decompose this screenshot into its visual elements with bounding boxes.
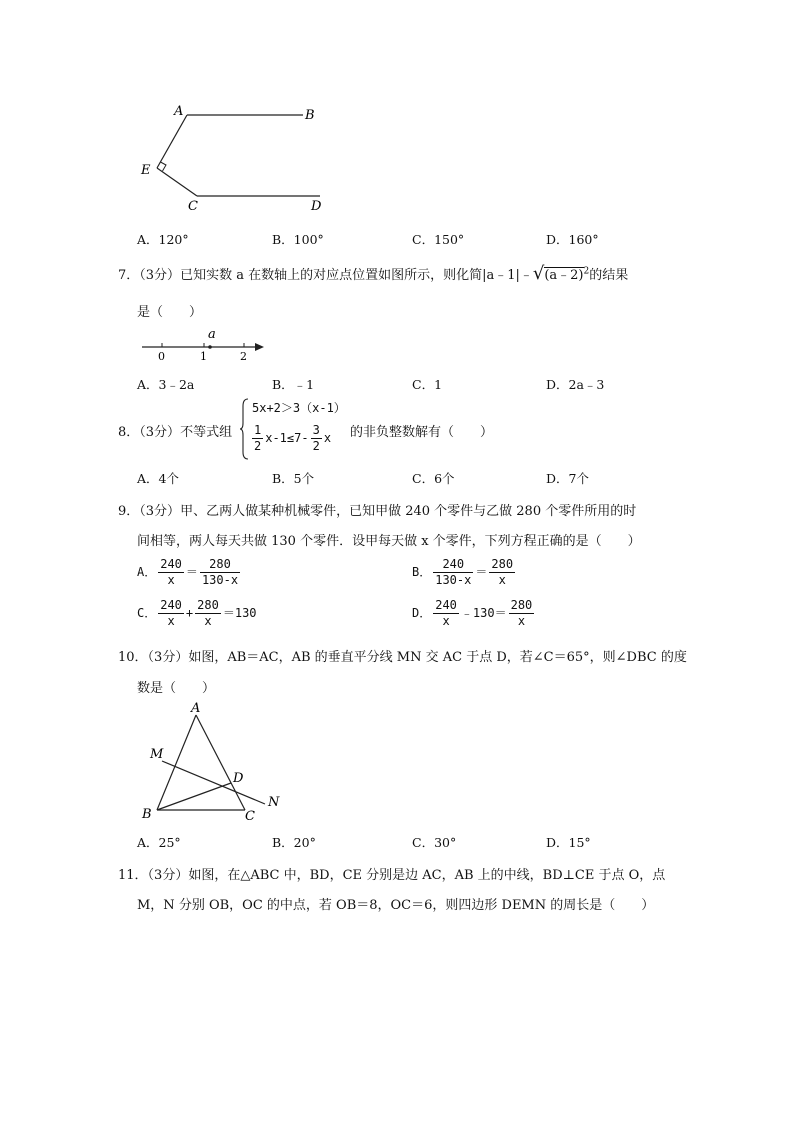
axis-arrow [255,343,264,351]
q8-ineq2-mid: x-1≤7- [265,431,309,445]
q6-option-b[interactable]: B．100° [272,232,324,247]
q9-b-op: ＝ [475,565,488,579]
q10-option-c[interactable]: C．30° [412,835,457,850]
right-angle-mark [161,162,167,171]
q11-number: 11． [118,868,148,883]
q9-a-den2: 130-x [201,573,239,587]
q10-line1 [118,646,687,665]
q7-option-d[interactable]: D．2a﹣3 [546,377,605,392]
q9-d-den2: x [517,614,526,628]
q9-a-op: ＝ [185,565,198,579]
q7-number-line [140,326,270,362]
q9-b-num2: 280 [491,557,514,571]
q9-number: 9． [118,504,140,519]
label-c: C [245,809,255,824]
label-n: N [268,795,280,810]
q6-option-a[interactable]: A．120° [137,232,189,247]
q9-a-num2: 280 [200,557,240,573]
q9-a-den1: x [167,573,175,587]
q6-figure [135,100,335,215]
label-c: C [188,199,198,214]
q9-score: （3分） [139,504,181,519]
q7-line2: 是（ ） [137,305,203,320]
label-a: A [191,701,201,716]
q9-c-op: + [185,606,194,620]
point-a [208,345,212,349]
q9-text1: 甲、乙两人做某种机械零件，已知甲做 240 个零件与乙做 280 个零件所用的时 [180,504,637,519]
q9-d-op: ﹣130＝ [460,606,507,620]
q8-brace [240,398,250,460]
q10-option-d[interactable]: D．15° [546,835,591,850]
q8-frac2-den: 2 [312,439,320,453]
label-b: B [142,807,152,822]
q7-text2: 的结果 [589,268,629,283]
q7-option-a[interactable]: A．3﹣2a [137,377,195,392]
q9-b-den1: 130-x [435,573,472,587]
q8-option-d[interactable]: D．7个 [546,471,589,486]
q10-number: 10． [118,650,148,665]
q7-line1 [118,263,628,284]
q10-figure [140,700,290,825]
q9-c-num1: 240 [160,598,182,612]
q9-option-a[interactable] [137,557,242,588]
q8-option-c[interactable]: C．6个 [412,471,455,486]
q9-b-den2: x [498,573,506,587]
label-e: E [141,163,151,178]
q10-option-a[interactable]: A．25° [137,835,181,850]
q11-text1: 如图，在△ABC 中，BD，CE 分别是边 AC，AB 上的中线，BD⊥CE 于点 O，点 [188,868,666,883]
segment-ae [157,115,187,168]
q9-c-den2: x [204,614,212,628]
label-d: D [311,199,322,214]
q9-line1 [118,500,636,519]
segment-bd [157,783,231,810]
q7-text1: 已知实数 a 在数轴上的对应点位置如图所示，则化简|a﹣1|﹣ [180,268,533,283]
q7-sqrt-sign: √ [532,263,545,284]
q10-text1: 如图，AB＝AC，AB 的垂直平分线 MN 交 AC 于点 D，若∠C＝65°，则∠DBC 的度 [188,650,687,665]
q8-option-a[interactable]: A．4个 [137,471,179,486]
q7-number: 7． [118,268,140,283]
segment-ac [196,715,245,810]
q8-frac2-num: 3 [312,423,320,437]
q9-d-num1: 240 [435,598,457,612]
q9-opt-b-label: B． [412,565,432,579]
q8-suffix: 的非负整数解有（ ） [350,425,494,440]
label-d: D [233,771,244,786]
q9-opt-a-label: A． [137,565,157,579]
tick-label-2: 2 [240,350,247,362]
tick-label-1: 1 [200,350,207,362]
tick-label-0: 0 [158,350,165,362]
q11-score: （3分） [147,868,189,883]
line-mn [162,761,265,804]
label-m: M [150,747,164,762]
q9-c-tail: ＝130 [222,606,257,620]
q8-option-b[interactable]: B．5个 [272,471,315,486]
q10-option-b[interactable]: B．20° [272,835,316,850]
q8-number: 8． [118,425,140,440]
q6-option-d[interactable]: D．160° [546,232,599,247]
q8-ineq2-end: x [323,431,332,445]
q9-option-d[interactable] [412,598,536,629]
q11-line1 [118,864,665,883]
q8-prefix: 不等式组 [180,425,233,440]
q9-d-den1: x [442,614,450,628]
q9-option-b[interactable] [412,557,517,588]
q8-inequality-2 [250,423,331,454]
q8-frac1-den: 2 [254,439,262,453]
segment-ab [157,715,196,810]
q7-option-b[interactable]: B．﹣1 [272,377,315,392]
q7-power: 2 [583,266,590,277]
q9-a-num1: 240 [160,557,182,571]
q8-score: （3分） [139,425,181,440]
q9-line2: 间相等，两人每天共做 130 个零件．设甲每天做 x 个零件，下列方程正确的是（ ） [137,534,641,549]
segment-ec [157,168,197,196]
q9-c-den1: x [167,614,175,628]
q7-radicand: (a﹣2) [544,268,584,283]
q9-d-num2: 280 [510,598,533,612]
point-a-label: a [208,327,216,342]
q8-inequality-1: 5x+2＞3（x-1） [252,401,346,415]
q10-score: （3分） [147,650,189,665]
q9-b-num1: 240 [433,557,473,573]
q8-stem-start [118,421,232,440]
label-b: B [305,108,315,123]
label-a: A [174,104,184,119]
q9-opt-d-label: D． [412,606,432,620]
q7-score: （3分） [139,268,181,283]
q11-line2: M，N 分别 OB，OC 的中点，若 OB＝8，OC＝6，则四边形 DEMN 的周长是（ ） [137,898,655,913]
q9-c-num2: 280 [197,598,219,612]
q10-line2: 数是（ ） [137,681,216,696]
q9-option-c[interactable] [137,598,257,629]
q8-frac1-num: 1 [254,423,262,437]
q6-option-c[interactable]: C．150° [412,232,465,247]
q9-opt-c-label: C． [137,606,157,620]
q7-option-c[interactable]: C．1 [412,377,443,392]
